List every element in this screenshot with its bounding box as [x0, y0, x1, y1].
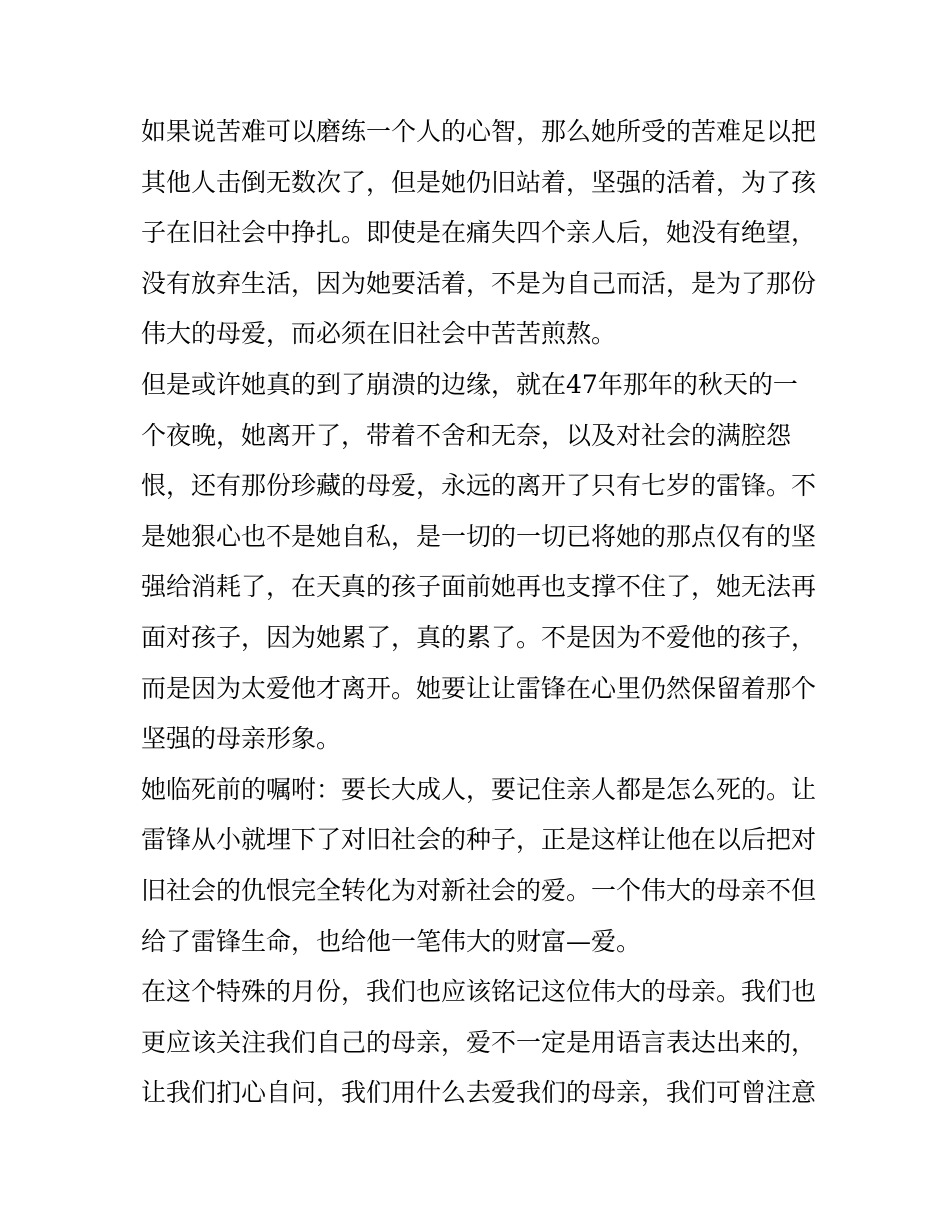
text-line: 更应该关注我们自己的母亲，爱不一定是用语言表达出来的， — [141, 1027, 817, 1057]
text-line: 伟大的母爱，而必须在旧社会中苦苦煎熬。 — [141, 319, 617, 349]
text-line: 没有放弃生活，因为她要活着，不是为自己而活，是为了那份 — [141, 268, 817, 298]
text-line: 而是因为太爱他才离开。她要让让雷锋在心里仍然保留着那个 — [141, 673, 817, 703]
text-line: 雷锋从小就埋下了对旧社会的种子，正是这样让他在以后把对 — [141, 825, 817, 855]
text-line: 个夜晚，她离开了，带着不舍和无奈，以及对社会的满腔怨 — [141, 420, 792, 450]
text-line: 她临死前的嘱咐：要长大成人，要记住亲人都是怎么死的。让 — [141, 774, 817, 804]
text-line: 让我们扪心自问，我们用什么去爱我们的母亲，我们可曾注意 — [141, 1078, 817, 1108]
text-line: 给了雷锋生命，也给他一笔伟大的财富—爱。 — [141, 926, 642, 956]
text-line: 但是或许她真的到了崩溃的边缘，就在47年那年的秋天的一 — [141, 369, 798, 399]
text-line: 面对孩子，因为她累了，真的累了。不是因为不爱他的孩子， — [141, 622, 817, 652]
text-line: 强给消耗了，在天真的孩子面前她再也支撑不住了，她无法再 — [141, 572, 817, 602]
text-line: 其他人击倒无数次了，但是她仍旧站着，坚强的活着，为了孩 — [141, 167, 817, 197]
text-line: 恨，还有那份珍藏的母爱，永远的离开了只有七岁的雷锋。不 — [141, 471, 817, 501]
text-line: 在这个特殊的月份，我们也应该铭记这位伟大的母亲。我们也 — [141, 977, 817, 1007]
text-line: 如果说苦难可以磨练一个人的心智，那么她所受的苦难足以把 — [141, 117, 817, 146]
text-line: 是她狠心也不是她自私，是一切的一切已将她的那点仅有的坚 — [141, 521, 817, 551]
text-line: 子在旧社会中挣扎。即使是在痛失四个亲人后，她没有绝望， — [141, 218, 817, 248]
body-text — [141, 107, 831, 1119]
text-line: 旧社会的仇恨完全转化为对新社会的爱。一个伟大的母亲不但 — [141, 875, 817, 905]
text-line: 坚强的母亲形象。 — [141, 724, 342, 754]
